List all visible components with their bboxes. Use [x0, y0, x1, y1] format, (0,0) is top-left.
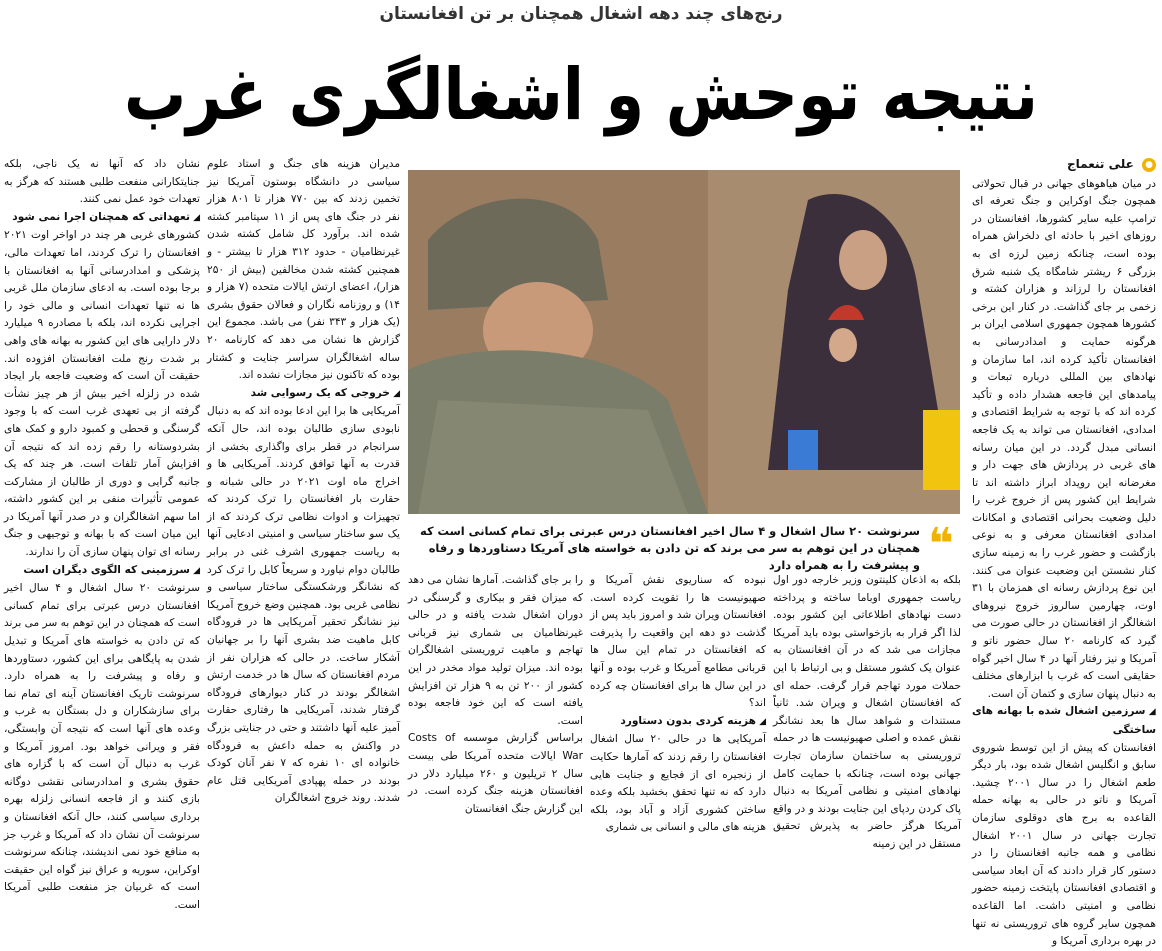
- column-1: [972, 156, 1157, 948]
- kicker: رنج‌های چند دهه اشغال همچنان بر تن افغانستان: [379, 4, 783, 24]
- article-photo: [408, 170, 960, 514]
- col4-paragraph-2: براساس گزارش موسسه Costs of War ایالات متحده آمریکا طی بیست سال ۲ تریلیون و ۲۶۰ میلیارد دلار در افغانستان هزینه جنگ کرده است. در این گزارش جنگ افغانستان: [408, 732, 584, 815]
- column-4: [408, 572, 584, 815]
- col6-subheading-1: ◢ تعهداتی که همچنان اجرا نمی شود: [4, 209, 200, 228]
- col4-paragraph-1: را بر جای گذاشت. آمارها نشان می دهد که میزان فقر و بیکاری و گرسنگی در دوران اشغال شدت یافته و در حالی غیرنظامیان بی شماری نیز قربانی تهاجم و ماهیت تروریستی اشغالگران بوده اند. میزان تولید مواد مخدر در این کشور از ۲۰۰ تن به ۹ هزار تن افزایش یافته است که این خود فاجعه بوده است.: [408, 574, 583, 727]
- author-icon: ●: [1142, 158, 1156, 172]
- col6-paragraph-1: نشان داد که آنها نه یک ناجی، بلکه جنایتکارانی منفعت طلبی هستند که هرگز به تعهدات خود عمل نمی کنند.: [4, 158, 200, 206]
- col2-paragraph-1: بلکه به اذعان کلینتون وزیر خارجه دور اول ریاست جمهوری اوباما ساخته و پرداخته دست نهادهای اطلاعاتی این کشور بوده. لذا اگر قرار به بازخواستی بوده باید آمریکا مجازات می شد که در آن افغانستان به عنوان یک کشور مستقل و بی ارتباط با این حملات مورد تهاجم قرار گرفت. حمله ای که افغانستان اشغال و ویران شد. ثانیاً مستندات و شواهد سال ها بعد نشانگر نقش عمده و اصلی صهیونیست ها در حمله تروریستی به ساختمان سازمان تجارت جهانی بوده است، چنانکه با حمایت کامل نهادهای امنیتی و نظامی آمریکا به دنبال پاک کردن ردپای این جنایت بودند و در واقع آمریکا هرگز حاضر به پذیرش تحقیق مستقل در این زمینه: [773, 574, 961, 850]
- column-5: [207, 156, 401, 805]
- col6-subheading-2: ◢ سرزمینی که الگوی دیگران است: [4, 562, 200, 581]
- col6-paragraph-3: سرنوشت ۲۰ سال اشغال و ۴ سال اخیر افغانستان درس عبرتی برای تمام کسانی است که همچنان در این توهم به سر می برند که تن دادن به خواسته های آمریکا و تبدیل شدن به پایگاهی برای این کشور، دستاوردها و رفاه و پیشرفت را به همراه دارد. سرنوشت تاریک افغانستان آینه ای تمام نما برای سازشکاران و دل بستگان به غرب و وعده های آنها است که نتیجه آن وابستگی، فقر و ویرانی خواهد بود. امروز آمریکا و غرب به دنبال آن است که با گزاره های حقوق بشری و امدادرسانی نقشی دوگانه بازی کنند و از فاجعه انسانی زلزله بهره برداری سیاسی کنند، حال آنکه افغانستان و سرنوشت آن نشان داد که آمریکا و غرب جز به منافع خود نمی اندیشند، چنانکه سرنوشت اوکراین، سوریه و عراق نیز گواه این حقیقت است که غربیان جز منفعت طلبی آمریکا است.: [3, 582, 200, 911]
- col1-paragraph-2: افغانستان که پیش از این توسط شوروی سابق و انگلیس اشغال شده بود، بار دیگر طعم اشغال را در سال ۲۰۰۱ چشید. آمریکا و ناتو در حالی به بهانه حمله القاعده به برج های دوقلوی سازمان تجارت جهانی در سال ۲۰۰۱ اشغال نظامی و همه جانبه افغانستان را در دستور کار قرار دادند که آن ابعاد سیاسی و اقتصادی افغانستان پایتخت زمینه حضور نظامی و امنیتی داشت. اما القاعده همچون سایر گروه های تروریستی نه تنها در بهره برداری آمریکا و: [972, 741, 1156, 948]
- author-name: علی تنعماج: [1067, 157, 1134, 171]
- column-2: [773, 572, 961, 850]
- col5-subheading-1: ◢ خروجی که یک رسوایی شد: [207, 385, 400, 404]
- col6-paragraph-2: کشورهای غربی هر چند در اواخر اوت ۲۰۲۱ افغانستان را ترک کردند، اما تعهدات مالی، پزشکی و امدادرسانی آنها به افغانستان با برجا بوده است. به ادعای سازمان ملل غربی ها نه تنها تعهدات انسانی و مالی خود را اجرایی نکرده اند، بلکه با مصادره ۹ میلیارد دلار دارایی های این کشور به بهانه های واهی بر شدت رنج ملت افغانستان افزوده اند. حقیقت آن است که وضعیت فاجعه بار ایجاد شده در زلزله اخیر بیش از هر چیز نشأت گرفته از بی تعهدی غرب است که با وجود گرسنگی و قحطی و کمبود دارو و کمک های بشردوستانه را رقم زده اند که نتیجه آن افزایش آمار تلفات است. هر چند که یک جانبه گرایی و دوری از طالبان از مشارکت عمومی تأثیرات منفی بر این کشور داشته، اما سهم اشغالگران و در صدر آنها آمریکا در این میان است که با بهانه و توجیهی و جنگ رسانه ای توان پنهان سازی آن را ندارند.: [4, 229, 200, 559]
- photo-caption: سرنوشت ۲۰ سال اشغال و ۴ سال اخیر افغانستان درس عبرتی برای تمام کسانی است که همچنان در این توهم به سر می برند که تن دادن به خواسته های آمریکا دستاوردها و رفاه و پیشرفت را به همراه دارد: [420, 524, 920, 572]
- col3-paragraph-1: نبوده که سناریوی نقش آمریکا و صهیونیست ها را تقویت کرده است. افغانستان ویران شد و امروز باید پس از گذشت دو دهه این واقعیت را پذیرفت که افغانستان در تمام این سال ها قربانی مطامع آمریکا و غرب بوده و آنها در این سال ها برای افغانستان چه کرده اند؟: [590, 574, 766, 710]
- column-6: [3, 156, 200, 911]
- col3-paragraph-2: آمریکایی ها در حالی ۲۰ سال اشغال افغانستان را رقم زدند که آمارها حکایت از زنجیره ای از فجایع و جنایت هایی دارد که نه تنها تحقق بخشید بلکه وعده ساختن کشوری آزاد و آباد بود، بلکه هزینه های مالی و انسانی بی شماری: [590, 733, 766, 834]
- col3-subheading-1: ◢ هزینه کردی بدون دستاورد: [590, 713, 766, 732]
- col1-subheading-1: ◢ سرزمین اشغال شده با بهانه های ساختگی: [972, 703, 1156, 739]
- quote-icon: ❝: [928, 519, 954, 570]
- photo-caption-box: [408, 519, 960, 572]
- headline: نتیجه توحش و اشغالگری غرب: [124, 52, 1038, 137]
- soldier-woman-child-photo: [408, 170, 960, 514]
- author-line: [972, 156, 1156, 174]
- col5-paragraph-2: آمریکایی ها برا این ادعا بوده اند که به دنبال نابودی سازی طالبان بوده اند، حال آنکه سرانجام در قطر برای واگذاری بخشی از قدرت به آنها توافق کردند. آمریکایی ها و اخراج ماه اوت ۲۰۲۱ در حالی شبانه و حقارت بار افغانستان را ترک کردند که تجهیزات و ادوات نظامی ترک کردند که از یک سو ساختار سیاسی و امنیتی ادعایی آنها به ریاست جمهوری اشرف غنی در برابر طالبان دوام نیاورد و سریعاً کابل را ترک کرد که نشانگر ورشکستگی ساختار سیاسی و نظامی غربی بود. همچنین وضع خروج آمریکا نیز نشانگر تحقیر آمریکایی ها در فرودگاه کابل ماهیت ضد بشری آنها را بر جهانیان آشکار ساخت. در حالی که هزاران نفر از مردم افغانستان که سال ها در خدمت ارتش اشغالگر بودند در کنار دیوارهای فرودگاه گرفتار شدند، آمریکایی ها رفتاری حقارت آمیز علیه آنها داشتند و حتی در جنایتی بزرگ در واکنش به حمله داعش به فرودگاه خانواده ای ۱۰ نفره که ۷ نفر آنان کودک بودند در حمله پهپادی آمریکایی قتل عام شدند. روند خروج اشغالگران: [207, 405, 400, 805]
- col1-paragraph-1: در میان هیاهوهای جهانی در قبال تحولاتی همچون جنگ اوکراین و جنگ تعرفه ای ترامپ علیه سایر کشورها، افغانستان در روزهای اخیر با حادثه ای دلخراش همراه بوده است، چنانکه زمین لرزه ای به بزرگی ۶ ریشتر شامگاه یک شنبه شرق افغانستان را لرزاند و هزاران کشته و زخمی بر جای گذاشت. در کنار این برخی کشورها همچون جمهوری اسلامی ایران بر هرگونه حمایت و امدادرسانی به افغانستان تأکید کرده اند، اما سازمان و نهادهای بین المللی درباره تبعات و پیامدهای این فاجعه هشدار داده و تأکید کرده اند که با توجه به شرایط اقتصادی و امدادی، افغانستان می تواند به یک فاجعه انسانی مبدل گردد. در این میان رسانه های غربی در پردازش های جهت دار و مغرضانه این رویداد ابراز داشته اند تا شرایط این کشور پس از خروج غرب را دلیل وضعیت بحرانی اقتصادی و امکانات امدادی افغانستان معرفی و به نوعی بازگشت و حضور غرب را به زمینه سازی کنار نشستن این وضعیت عنوان می کنند. این نوع پردازش رسانه ای همزمان با ۳۱ اوت، چهارمین سالروز خروج نیروهای اشغالگر از افغانستان در حالی صورت می گیرد که کارنامه ۲۰ سال حضور ناتو و آمریکا و نیز رفتار آنها در ۴ سال اخیر گواه حقایقی است که غرب با ابزارهای مختلف به دنبال پنهان سازی و کتمان آن است.: [972, 177, 1157, 700]
- column-3: [590, 572, 766, 834]
- col5-paragraph-1: مدیران هزینه های جنگ و استاد علوم سیاسی در دانشگاه بوستون آمریکا نیز تخمین زدند که بین ۷۷۰ هزار تا ۸۰۱ هزار نفر در جنگ های پس از ۱۱ سپتامبر کشته شده اند. برآورد کل شامل کشته شدن غیرنظامیان - حدود ۳۱۲ هزار تا بیشتر - و همچنین کشته شدن مخالفین (بیش از ۲۵۰ هزار)، اعضای ارتش ایالات متحده (۷ هزار و ۱۴) و روزنامه نگاران و فعالان حقوق بشری (یک هزار و ۳۴۳ نفر) می باشد. مجموع این گزارش ها نشان می دهد که کارنامه ۲۰ ساله اشغالگران سراسر جنایت و کشتار بوده که تاکنون نیز مجازات نشده اند.: [207, 158, 401, 382]
